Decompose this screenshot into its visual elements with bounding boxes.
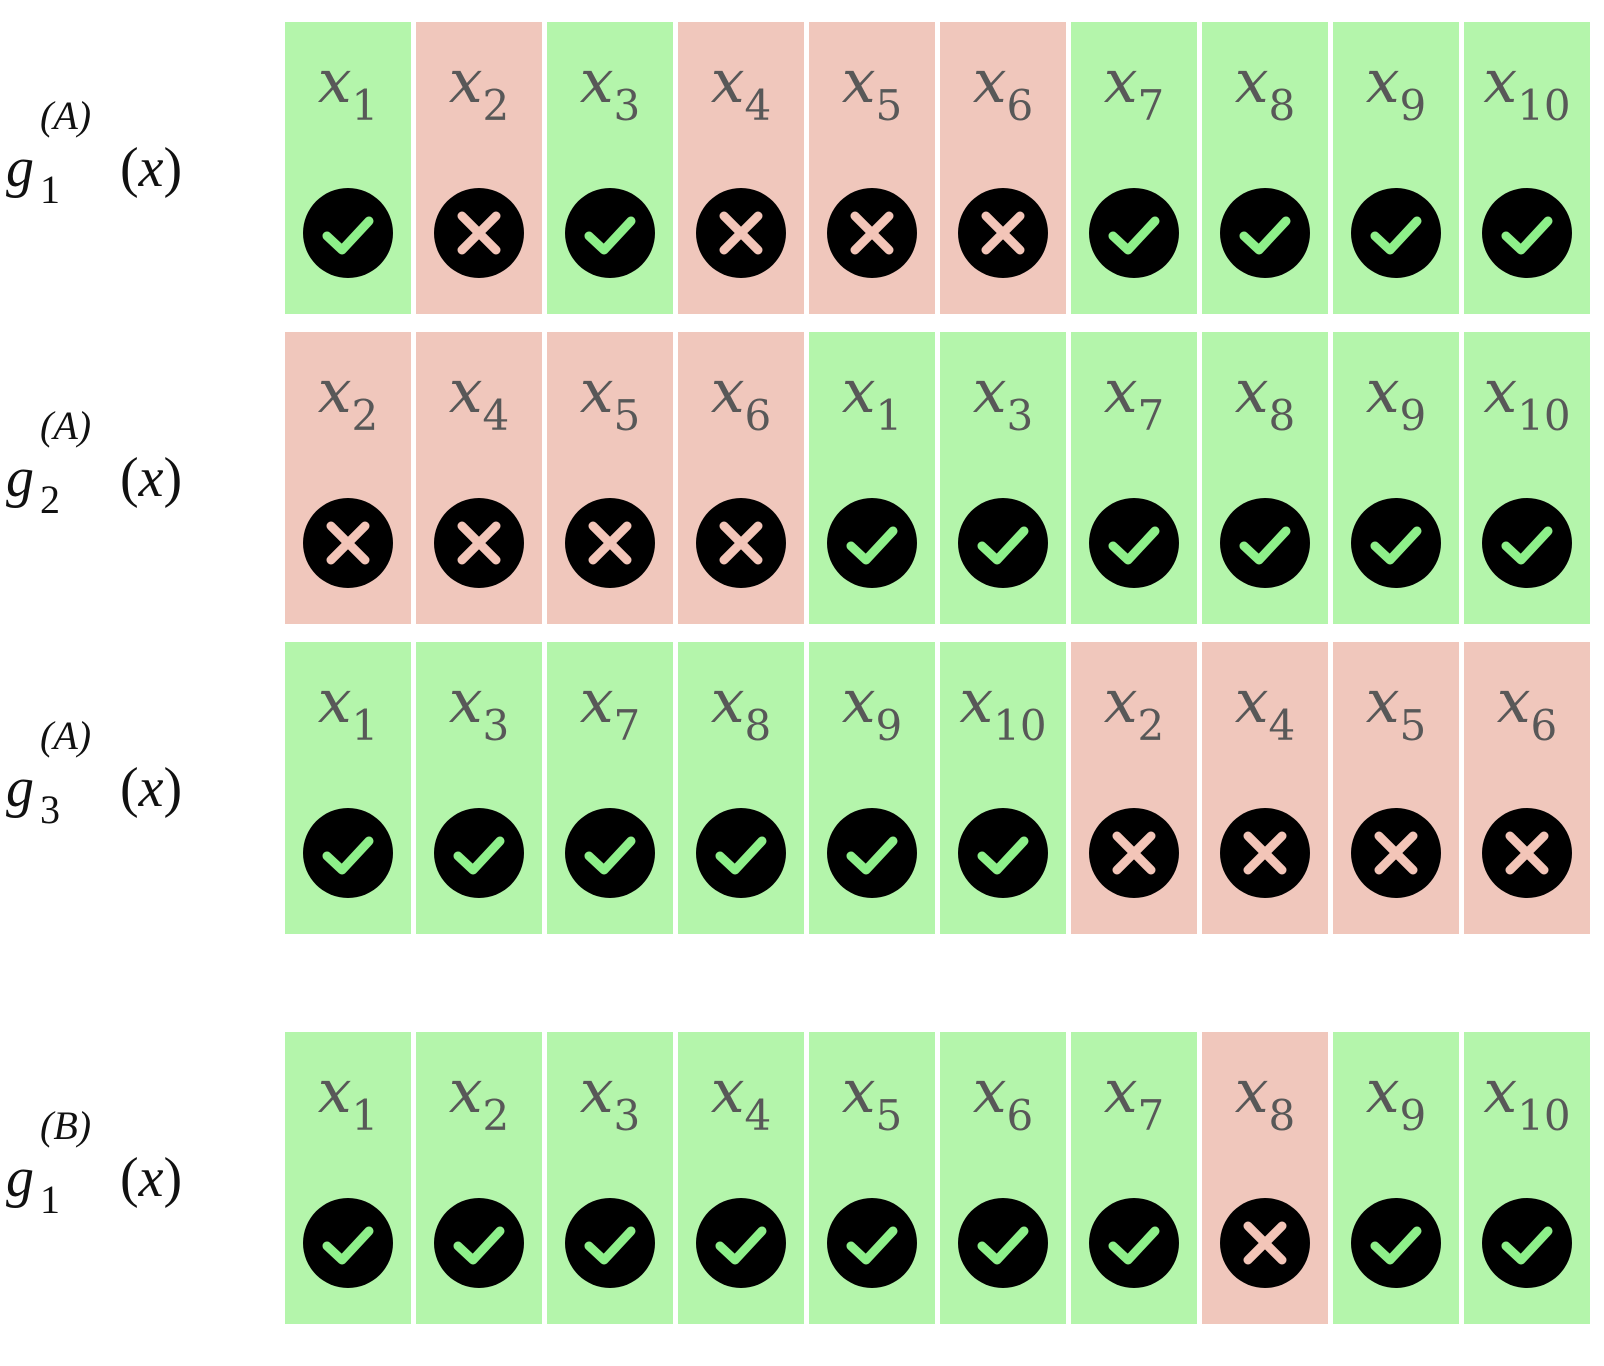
sample-cell-correct <box>1464 332 1590 624</box>
sample-label <box>1202 47 1328 130</box>
sample-cell-incorrect <box>285 332 411 624</box>
argument-variable: x <box>138 137 164 199</box>
cross-circle-icon <box>1351 808 1441 898</box>
sample-label <box>416 47 542 130</box>
sample-index: 2 <box>1137 701 1165 750</box>
check-circle-icon <box>958 1198 1048 1288</box>
sample-index: 1 <box>875 391 903 440</box>
sample-cell-incorrect <box>940 22 1066 314</box>
check-circle-icon <box>1089 188 1179 278</box>
sample-label <box>678 357 804 440</box>
sample-index: 7 <box>1137 1091 1165 1140</box>
sample-label <box>1333 357 1459 440</box>
cross-circle-icon <box>434 188 524 278</box>
sample-variable: x <box>317 667 352 737</box>
sample-cell-correct <box>1071 1032 1197 1324</box>
function-symbol: g <box>6 137 34 199</box>
function-name <box>6 403 183 522</box>
function-index-subscript: 3 <box>40 787 60 832</box>
sample-variable: x <box>448 47 483 117</box>
sample-cell-correct <box>678 642 804 934</box>
sample-index: 9 <box>1399 1091 1427 1140</box>
cell-strip <box>285 332 1590 624</box>
row-label <box>6 642 276 934</box>
sample-index: 8 <box>744 701 772 750</box>
argument-variable: x <box>138 757 164 819</box>
function-model-superscript: (A) <box>40 713 92 758</box>
sample-index: 9 <box>1399 81 1427 130</box>
sample-variable: x <box>1103 47 1138 117</box>
sample-variable: x <box>448 667 483 737</box>
check-circle-icon <box>1482 498 1572 588</box>
function-model-superscript: (B) <box>40 1103 92 1148</box>
check-circle-icon <box>565 188 655 278</box>
cell-strip <box>285 642 1590 934</box>
sample-index: 5 <box>613 391 641 440</box>
function-argument: (x) <box>120 1147 183 1209</box>
sample-index: 3 <box>613 81 641 130</box>
sample-label <box>809 1057 935 1140</box>
function-index-subscript: 2 <box>40 477 60 522</box>
function-row <box>0 1032 1604 1324</box>
function-index-subscript: 1 <box>40 167 60 212</box>
sample-label <box>285 47 411 130</box>
check-circle-icon <box>1482 1198 1572 1288</box>
sample-label <box>1333 47 1459 130</box>
sample-variable: x <box>972 357 1007 427</box>
sample-index: 1 <box>351 81 379 130</box>
function-index-subscript: 1 <box>40 1177 60 1222</box>
row-label <box>6 332 276 624</box>
sample-variable: x <box>1234 667 1269 737</box>
sample-variable: x <box>1234 357 1269 427</box>
sample-index: 7 <box>613 701 641 750</box>
sample-cell-correct <box>416 642 542 934</box>
sample-index: 3 <box>1006 391 1034 440</box>
sample-index: 9 <box>1399 391 1427 440</box>
check-circle-icon <box>827 808 917 898</box>
check-circle-icon <box>696 1198 786 1288</box>
function-symbol: g <box>6 1147 34 1209</box>
sample-cell-incorrect <box>1464 642 1590 934</box>
sample-cell-correct <box>809 332 935 624</box>
sample-index: 10 <box>1517 81 1571 130</box>
sample-label <box>1464 1057 1590 1140</box>
check-circle-icon <box>1351 1198 1441 1288</box>
check-circle-icon <box>303 808 393 898</box>
sample-cell-correct <box>547 1032 673 1324</box>
sample-cell-correct <box>1333 1032 1459 1324</box>
sample-label <box>809 357 935 440</box>
sample-index: 5 <box>875 1091 903 1140</box>
sample-variable: x <box>1365 667 1400 737</box>
check-circle-icon <box>434 1198 524 1288</box>
function-model-superscript: (A) <box>40 93 92 138</box>
sample-variable: x <box>841 1057 876 1127</box>
check-circle-icon <box>1089 498 1179 588</box>
sample-variable: x <box>959 667 994 737</box>
row-label <box>6 1032 276 1324</box>
sample-cell-correct <box>1333 22 1459 314</box>
check-circle-icon <box>303 188 393 278</box>
sample-index: 4 <box>744 1091 772 1140</box>
sample-index: 2 <box>351 391 379 440</box>
sample-label <box>1464 47 1590 130</box>
sample-index: 10 <box>1517 1091 1571 1140</box>
sample-variable: x <box>710 357 745 427</box>
cross-circle-icon <box>696 188 786 278</box>
sample-cell-correct <box>285 642 411 934</box>
sample-variable: x <box>1103 1057 1138 1127</box>
sample-label <box>547 1057 673 1140</box>
cross-circle-icon <box>434 498 524 588</box>
function-argument: (x) <box>120 447 183 509</box>
sample-variable: x <box>448 357 483 427</box>
function-model-superscript: (A) <box>40 403 92 448</box>
sample-index: 10 <box>1517 391 1571 440</box>
sample-variable: x <box>710 1057 745 1127</box>
function-symbol: g <box>6 757 34 819</box>
sample-label <box>1071 47 1197 130</box>
sample-label <box>940 47 1066 130</box>
sample-label <box>1333 1057 1459 1140</box>
sample-index: 4 <box>744 81 772 130</box>
sample-variable: x <box>1365 357 1400 427</box>
check-circle-icon <box>1351 188 1441 278</box>
check-circle-icon <box>565 808 655 898</box>
sample-cell-correct <box>1202 22 1328 314</box>
sample-label <box>809 667 935 750</box>
sample-label <box>285 667 411 750</box>
sample-index: 6 <box>1006 81 1034 130</box>
sample-label <box>1071 667 1197 750</box>
sample-cell-incorrect <box>416 332 542 624</box>
sample-label <box>809 47 935 130</box>
sample-label <box>547 357 673 440</box>
cross-circle-icon <box>1220 1198 1310 1288</box>
sample-cell-correct <box>416 1032 542 1324</box>
sample-label <box>1202 1057 1328 1140</box>
check-circle-icon <box>1220 498 1310 588</box>
check-circle-icon <box>303 1198 393 1288</box>
sample-index: 1 <box>351 1091 379 1140</box>
sample-cell-incorrect <box>678 332 804 624</box>
sample-label <box>940 357 1066 440</box>
function-symbol: g <box>6 447 34 509</box>
cell-strip <box>285 22 1590 314</box>
function-name <box>6 1103 183 1222</box>
cross-circle-icon <box>958 188 1048 278</box>
sample-label <box>1333 667 1459 750</box>
sample-label <box>1071 357 1197 440</box>
sample-variable: x <box>1483 1057 1518 1127</box>
sample-index: 3 <box>613 1091 641 1140</box>
sample-label <box>678 1057 804 1140</box>
cross-circle-icon <box>696 498 786 588</box>
sample-index: 2 <box>482 1091 510 1140</box>
sample-index: 6 <box>744 391 772 440</box>
sample-cell-correct <box>1071 332 1197 624</box>
cross-circle-icon <box>303 498 393 588</box>
function-row <box>0 332 1604 624</box>
function-name <box>6 713 183 832</box>
sample-cell-correct <box>940 642 1066 934</box>
sample-variable: x <box>579 357 614 427</box>
sample-index: 5 <box>875 81 903 130</box>
sample-cell-correct <box>1333 332 1459 624</box>
check-circle-icon <box>958 498 1048 588</box>
sample-index: 6 <box>1006 1091 1034 1140</box>
sample-cell-correct <box>809 642 935 934</box>
check-circle-icon <box>1089 1198 1179 1288</box>
sample-variable: x <box>448 1057 483 1127</box>
sample-index: 8 <box>1268 81 1296 130</box>
sample-index: 6 <box>1530 701 1558 750</box>
sample-index: 7 <box>1137 81 1165 130</box>
sample-label <box>547 47 673 130</box>
sample-index: 5 <box>1399 701 1427 750</box>
check-circle-icon <box>958 808 1048 898</box>
sample-cell-correct <box>940 1032 1066 1324</box>
sample-cell-correct <box>547 642 673 934</box>
sample-variable: x <box>1365 47 1400 117</box>
sample-cell-correct <box>285 22 411 314</box>
argument-variable: x <box>138 447 164 509</box>
sample-variable: x <box>841 667 876 737</box>
function-row <box>0 22 1604 314</box>
cross-circle-icon <box>827 188 917 278</box>
sample-variable: x <box>972 1057 1007 1127</box>
sample-variable: x <box>579 1057 614 1127</box>
sample-cell-correct <box>678 1032 804 1324</box>
sample-variable: x <box>579 667 614 737</box>
sample-label <box>1202 357 1328 440</box>
check-circle-icon <box>1351 498 1441 588</box>
row-label <box>6 22 276 314</box>
check-circle-icon <box>696 808 786 898</box>
sample-variable: x <box>1103 667 1138 737</box>
argument-variable: x <box>138 1147 164 1209</box>
sample-cell-correct <box>940 332 1066 624</box>
cross-circle-icon <box>1089 808 1179 898</box>
cell-strip <box>285 1032 1590 1324</box>
sample-label <box>416 667 542 750</box>
sample-label <box>285 357 411 440</box>
sample-label <box>285 1057 411 1140</box>
sample-cell-incorrect <box>1333 642 1459 934</box>
sample-variable: x <box>579 47 614 117</box>
sample-variable: x <box>710 667 745 737</box>
sample-index: 4 <box>482 391 510 440</box>
sample-variable: x <box>1234 1057 1269 1127</box>
sample-index: 3 <box>482 701 510 750</box>
sample-cell-incorrect <box>547 332 673 624</box>
sample-index: 9 <box>875 701 903 750</box>
sample-index: 4 <box>1268 701 1296 750</box>
sample-label <box>547 667 673 750</box>
sample-label <box>416 1057 542 1140</box>
check-circle-icon <box>827 498 917 588</box>
sample-variable: x <box>1483 357 1518 427</box>
sample-variable: x <box>841 357 876 427</box>
sample-cell-incorrect <box>678 22 804 314</box>
check-circle-icon <box>827 1198 917 1288</box>
sample-label <box>1464 667 1590 750</box>
sample-variable: x <box>317 357 352 427</box>
sample-cell-correct <box>1202 332 1328 624</box>
sample-cell-incorrect <box>809 22 935 314</box>
sample-cell-correct <box>547 22 673 314</box>
sample-variable: x <box>1483 47 1518 117</box>
sample-index: 8 <box>1268 1091 1296 1140</box>
sample-label <box>940 667 1066 750</box>
sample-label <box>1202 667 1328 750</box>
sample-variable: x <box>1103 357 1138 427</box>
check-circle-icon <box>1482 188 1572 278</box>
cross-circle-icon <box>1220 808 1310 898</box>
function-name <box>6 93 183 212</box>
sample-label <box>1071 1057 1197 1140</box>
sample-label <box>416 357 542 440</box>
function-row <box>0 642 1604 934</box>
sample-cell-correct <box>285 1032 411 1324</box>
sample-cell-correct <box>1464 1032 1590 1324</box>
sample-cell-correct <box>1464 22 1590 314</box>
sample-variable: x <box>1496 667 1531 737</box>
sample-variable: x <box>317 1057 352 1127</box>
sample-cell-incorrect <box>416 22 542 314</box>
sample-cell-incorrect <box>1071 642 1197 934</box>
sample-variable: x <box>1365 1057 1400 1127</box>
check-circle-icon <box>434 808 524 898</box>
sample-index: 8 <box>1268 391 1296 440</box>
sample-index: 7 <box>1137 391 1165 440</box>
sample-variable: x <box>1234 47 1269 117</box>
sample-label <box>940 1057 1066 1140</box>
sample-variable: x <box>972 47 1007 117</box>
sample-label <box>678 667 804 750</box>
sample-cell-incorrect <box>1202 1032 1328 1324</box>
sample-variable: x <box>710 47 745 117</box>
sample-index: 2 <box>482 81 510 130</box>
function-argument: (x) <box>120 137 183 199</box>
check-circle-icon <box>1220 188 1310 278</box>
sample-cell-correct <box>809 1032 935 1324</box>
check-circle-icon <box>565 1198 655 1288</box>
sample-variable: x <box>841 47 876 117</box>
sample-index: 10 <box>993 701 1047 750</box>
sample-cell-incorrect <box>1202 642 1328 934</box>
function-argument: (x) <box>120 757 183 819</box>
sample-variable: x <box>317 47 352 117</box>
sample-cell-correct <box>1071 22 1197 314</box>
cross-circle-icon <box>565 498 655 588</box>
sample-label <box>678 47 804 130</box>
sample-index: 1 <box>351 701 379 750</box>
cross-circle-icon <box>1482 808 1572 898</box>
sample-label <box>1464 357 1590 440</box>
